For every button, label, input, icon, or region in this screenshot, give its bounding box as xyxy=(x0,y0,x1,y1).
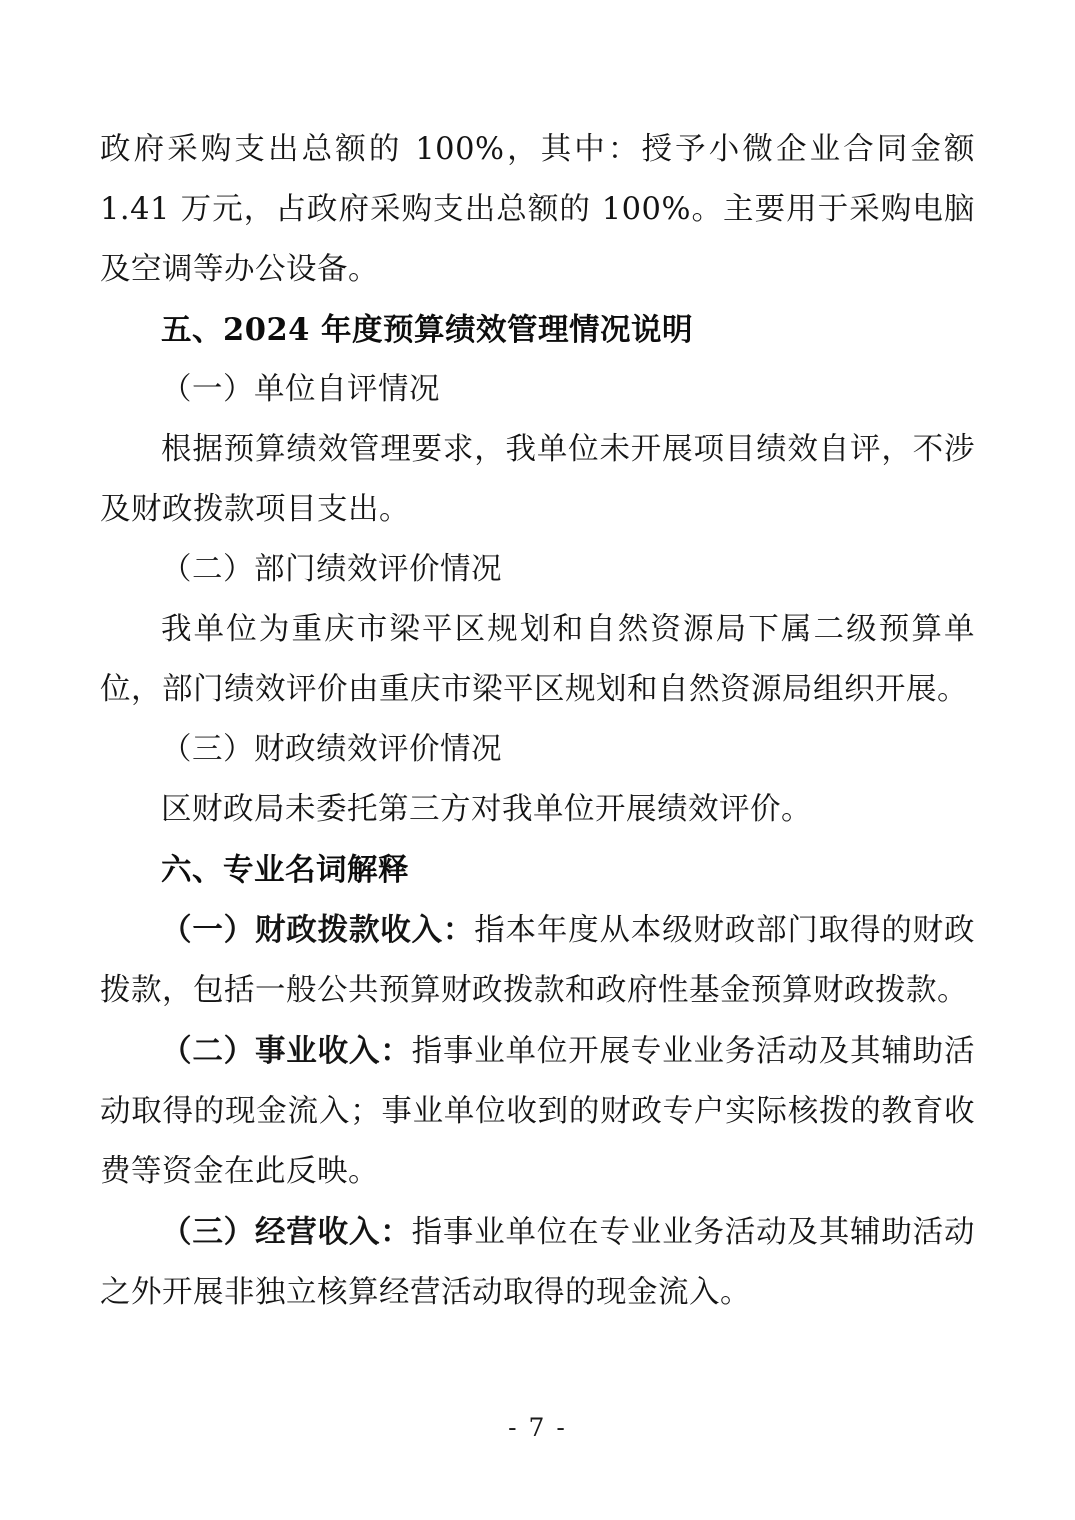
term-text: 指本年度从本级财政部门取得的财政拨款，包括一般公共预算财政拨款和政府性基金预算财政拨款。 xyxy=(100,913,976,1008)
paragraph-department-evaluation: 我单位为重庆市梁平区规划和自然资源局下属二级预算单位，部门绩效评价由重庆市梁平区规划和自然资源局组织开展。 xyxy=(100,612,975,707)
page-number: - 7 - xyxy=(508,1413,567,1442)
term-label: （三）经营收入： xyxy=(161,1214,412,1250)
term-item xyxy=(100,900,975,1021)
subheading-fiscal-evaluation: （三）财政绩效评价情况 xyxy=(161,732,502,767)
term-item xyxy=(100,1202,975,1323)
paragraph-unit-self-evaluation: 根据预算绩效管理要求，我单位未开展项目绩效自评，不涉及财政拨款项目支出。 xyxy=(100,432,975,527)
subheading-department-evaluation: （二）部门绩效评价情况 xyxy=(161,552,502,587)
paragraph-fiscal-evaluation: 区财政局未委托第三方对我单位开展绩效评价。 xyxy=(161,792,812,827)
paragraph-procurement: 政府采购支出总额的 100%，其中：授予小微企业合同金额 1.41 万元，占政府采购支出总额的 100%。主要用于采购电脑及空调等办公设备。 xyxy=(100,132,975,287)
term-item xyxy=(100,1021,975,1202)
term-text: 指事业单位在专业业务活动及其辅助活动之外开展非独立核算经营活动取得的现金流入。 xyxy=(100,1215,976,1310)
heading-section-six: 六、专业名词解释 xyxy=(161,852,409,888)
subheading-unit-self-evaluation: （一）单位自评情况 xyxy=(161,372,440,407)
term-label: （一）财政拨款收入： xyxy=(161,912,475,948)
term-label: （二）事业收入： xyxy=(161,1033,412,1069)
heading-section-five: 五、2024 年度预算绩效管理情况说明 xyxy=(161,312,694,348)
term-text: 指事业单位开展专业业务活动及其辅助活动取得的现金流入；事业单位收到的财政专户实际核拨的教育收费等资金在此反映。 xyxy=(100,1034,976,1189)
